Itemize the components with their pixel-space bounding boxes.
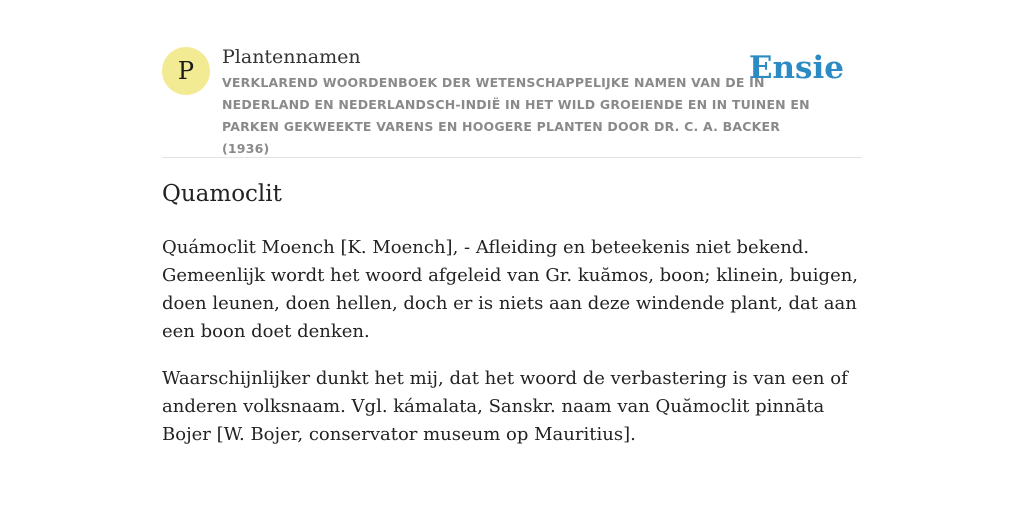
source-avatar[interactable]: P: [162, 47, 210, 95]
entry-paragraph: Quámoclit Moench [K. Moench], - Afleiding en beteekenis niet bekend. Gemeenlijk wordt het woord afgeleid van Gr. kuămos, boon; klinein, buigen, doen leunen, doen hellen, doch er is niets aan deze windende plant, dat aan een boon doet denken.: [162, 237, 859, 342]
source-header: [162, 44, 862, 157]
entry-paragraph: Waarschijnlijker dunkt het mij, dat het woord de verbastering is van een of anderen volksnaam. Vgl. kámalata, Sanskr. naam van Quămoclit pinnāta Bojer [W. Bojer, conservator museum op Mauritius].: [162, 368, 848, 445]
entry-title: Quamoclit: [162, 181, 282, 207]
ensie-logo[interactable]: Ensie: [748, 50, 844, 86]
source-description: VERKLAREND WOORDENBOEK DER WETENSCHAPPELIJKE NAMEN VAN DE IN NEDERLAND EN NEDERLANDSCH-INDIË IN HET WILD GROEIENDE EN IN TUINEN EN PARKEN GEKWEEKTE VARENS EN HOOGERE PLANTEN DOOR DR. C. A. BACKER (1936): [222, 75, 810, 156]
source-title[interactable]: Plantennamen: [222, 46, 361, 68]
header-divider: [162, 157, 862, 158]
entry-body: [162, 234, 862, 468]
